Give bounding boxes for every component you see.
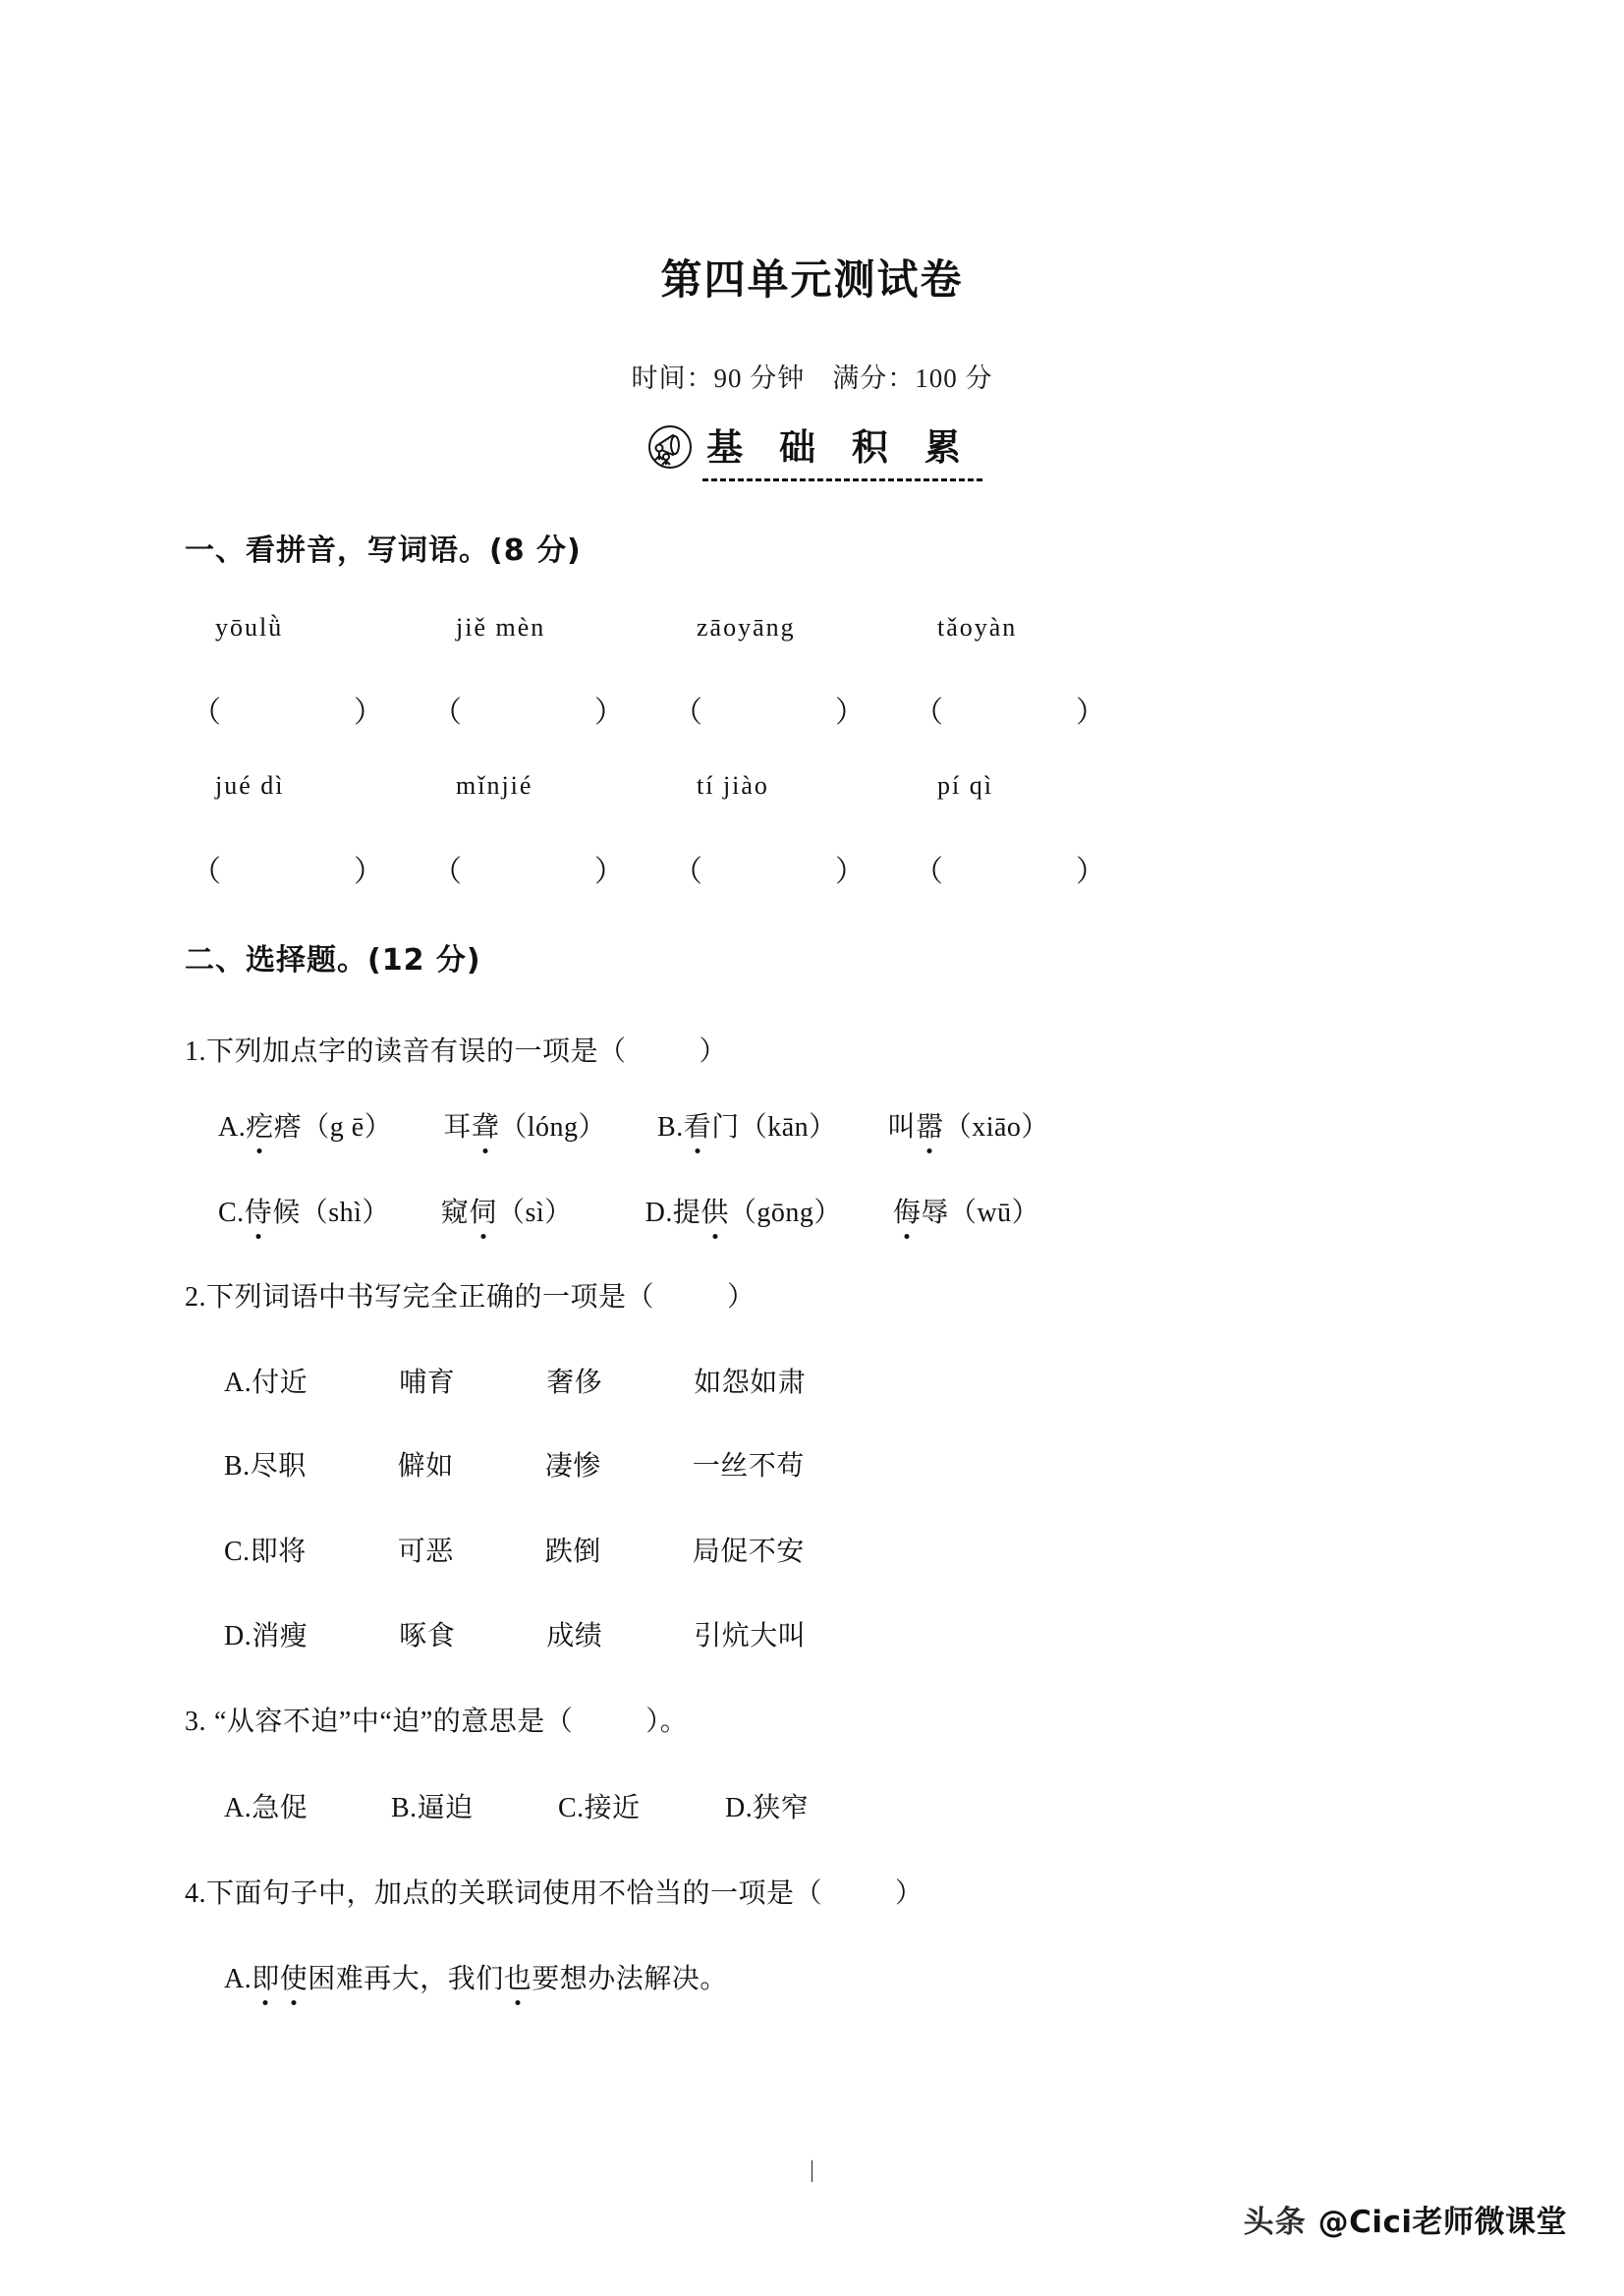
answer-blank[interactable] xyxy=(673,847,914,890)
exercise-two-heading: 二、选择题。(12 分) xyxy=(185,943,481,978)
banner-underline xyxy=(702,478,982,481)
question-3-stem xyxy=(185,1700,688,1739)
option-label: A. xyxy=(224,1368,252,1398)
bracket-close: ） xyxy=(1076,856,1105,888)
option-b[interactable]: B.逼迫 xyxy=(391,1793,474,1823)
question-4-option-a[interactable] xyxy=(224,1957,728,1996)
emphasis-char: 使 xyxy=(280,1957,308,1996)
question-1-option-line-cd[interactable] xyxy=(218,1191,1039,1230)
option-label: C. xyxy=(224,1537,251,1567)
bracket-open: （ xyxy=(432,856,462,888)
pinyin: （sì） xyxy=(496,1198,573,1228)
pinyin-cell: jiě mèn xyxy=(456,613,546,642)
question-number: 4. xyxy=(185,1878,206,1909)
answer-blank[interactable] xyxy=(914,688,1154,731)
pinyin: （shì） xyxy=(300,1198,390,1228)
pinyin: （gōng） xyxy=(728,1198,842,1228)
word-char: 门 xyxy=(711,1112,740,1143)
bracket-close: ） xyxy=(354,856,383,888)
sentence-part: 困难再大，我们 xyxy=(308,1964,504,1994)
answer-blank[interactable] xyxy=(432,847,673,890)
option-word: 即将 xyxy=(250,1537,307,1567)
question-2-stem xyxy=(185,1275,756,1315)
option-word: 啄食 xyxy=(399,1621,456,1652)
pinyin: （xiāo） xyxy=(943,1112,1049,1143)
option-label-b: B. xyxy=(657,1112,684,1143)
exercise-one-heading: 一、看拼音，写词语。(8 分) xyxy=(185,533,582,568)
pinyin-cell: mǐnjié xyxy=(456,771,533,800)
answer-paren-close: ）。 xyxy=(645,1707,689,1737)
platform-name: 头条 xyxy=(1243,2205,1307,2240)
sentence-part: 要想办法解决。 xyxy=(532,1964,728,1994)
question-3-options[interactable] xyxy=(224,1786,809,1825)
option-word: 局促不安 xyxy=(692,1537,805,1567)
pinyin-cell: yōulǜ xyxy=(215,613,284,642)
question-number: 1. xyxy=(185,1036,206,1067)
bracket-open: （ xyxy=(914,856,943,888)
pinyin-cell: pí qì xyxy=(937,771,993,800)
option-word: 凄惨 xyxy=(544,1451,601,1482)
answer-blank[interactable] xyxy=(192,688,432,731)
question-2-option-b[interactable] xyxy=(224,1444,805,1484)
question-2-option-a[interactable] xyxy=(224,1361,806,1400)
bracket-open: （ xyxy=(673,856,702,888)
pinyin: （g ē） xyxy=(302,1112,393,1143)
option-label: B. xyxy=(224,1451,251,1482)
emphasis-char: 也 xyxy=(504,1957,532,1996)
answer-blank[interactable] xyxy=(192,847,432,890)
section-banner xyxy=(0,424,1624,481)
page-number-mark: | xyxy=(810,2157,814,2183)
emphasis-char: 聋 xyxy=(472,1105,500,1145)
option-label-a: A. xyxy=(218,1112,247,1143)
option-label-c: C. xyxy=(218,1198,245,1228)
bracket-close: ） xyxy=(594,856,624,888)
answer-paren-close: ） xyxy=(895,1878,924,1909)
question-1-stem xyxy=(185,1030,727,1069)
account-handle: @Cici老师微课堂 xyxy=(1317,2205,1567,2240)
emphasis-char: 伺 xyxy=(469,1191,497,1230)
pinyin-cell: tǎoyàn xyxy=(937,613,1018,642)
bracket-open: （ xyxy=(673,697,702,729)
option-word: 跌倒 xyxy=(544,1537,601,1567)
option-label-d: D. xyxy=(644,1198,673,1228)
page-title: 第四单元测试卷 xyxy=(660,255,964,304)
emphasis-char: 供 xyxy=(700,1191,729,1230)
option-word: 僻如 xyxy=(397,1451,454,1482)
option-word: 付近 xyxy=(252,1368,308,1398)
option-word: 尽职 xyxy=(250,1451,307,1482)
pinyin: （wū） xyxy=(948,1198,1040,1228)
question-4-stem xyxy=(185,1872,924,1911)
answer-blank[interactable] xyxy=(914,847,1154,890)
emphasis-char: 看 xyxy=(684,1105,712,1145)
word-char: 提 xyxy=(672,1198,701,1228)
option-word: 成绩 xyxy=(546,1621,603,1652)
question-text: 下列词语中书写完全正确的一项是（ xyxy=(206,1282,655,1313)
bracket-open: （ xyxy=(432,697,462,729)
option-word: 一丝不苟 xyxy=(692,1451,805,1482)
pinyin-row-2 xyxy=(192,771,1272,801)
option-word: 消瘦 xyxy=(252,1621,308,1652)
option-word: 引炕大叫 xyxy=(694,1621,807,1652)
emphasis-char: 侮 xyxy=(893,1191,922,1230)
question-number: 3. xyxy=(185,1707,206,1737)
word-char: 候 xyxy=(272,1198,301,1228)
bracket-close: ） xyxy=(1076,697,1105,729)
bracket-close: ） xyxy=(354,697,383,729)
emphasis-char: 即 xyxy=(252,1957,280,1996)
pinyin-cell: zāoyāng xyxy=(697,613,796,642)
emphasis-char: 侍 xyxy=(245,1191,273,1230)
megaphone-circle-icon xyxy=(647,424,693,470)
pinyin-cell: jué dì xyxy=(215,771,285,800)
option-label: A. xyxy=(224,1964,252,1994)
pinyin-row-1 xyxy=(192,613,1272,643)
option-word: 如怨如肃 xyxy=(694,1368,807,1398)
question-text: 下列加点字的读音有误的一项是（ xyxy=(206,1036,627,1067)
pinyin: （kān） xyxy=(739,1112,837,1143)
pinyin-cell: tí jiào xyxy=(697,771,769,800)
bracket-close: ） xyxy=(835,697,865,729)
section-title: 基 础 积 累 xyxy=(706,425,973,469)
word-char: 耳 xyxy=(443,1112,472,1143)
word-char: 辱 xyxy=(921,1198,949,1228)
exam-info-line: 时间：90 分钟 满分：100 分 xyxy=(631,364,993,393)
question-text: “从容不迫”中“迫”的意思是（ xyxy=(214,1707,574,1737)
word-char: 瘩 xyxy=(273,1112,303,1143)
option-word: 奢侈 xyxy=(546,1368,603,1398)
answer-paren-close: ） xyxy=(699,1036,728,1067)
emphasis-char: 嚣 xyxy=(916,1105,944,1145)
emphasis-char: 疙 xyxy=(246,1105,274,1145)
word-char: 叫 xyxy=(887,1112,917,1143)
answer-blank[interactable] xyxy=(432,688,673,731)
option-label: D. xyxy=(224,1621,252,1652)
bracket-open: （ xyxy=(192,856,221,888)
word-char: 窥 xyxy=(440,1198,470,1228)
bracket-open: （ xyxy=(192,697,221,729)
option-word: 哺育 xyxy=(399,1368,456,1398)
answer-bracket-row-1 xyxy=(192,688,1272,731)
bracket-close: ） xyxy=(835,856,865,888)
answer-bracket-row-2 xyxy=(192,847,1272,890)
option-c[interactable]: C.接近 xyxy=(558,1793,641,1823)
option-d[interactable]: D.狭窄 xyxy=(725,1793,810,1823)
answer-paren-close: ） xyxy=(727,1282,756,1313)
option-word: 可恶 xyxy=(397,1537,454,1567)
question-2-option-d[interactable] xyxy=(224,1614,806,1653)
question-2-option-c[interactable] xyxy=(224,1530,805,1569)
bracket-open: （ xyxy=(914,697,943,729)
pinyin: （lóng） xyxy=(499,1112,607,1143)
watermark xyxy=(1244,2197,1567,2241)
question-1-option-line-ab[interactable] xyxy=(218,1105,1049,1145)
option-a[interactable]: A.急促 xyxy=(224,1793,308,1823)
question-number: 2. xyxy=(185,1282,206,1313)
bracket-close: ） xyxy=(594,697,624,729)
question-text: 下面句子中，加点的关联词使用不恰当的一项是（ xyxy=(206,1878,823,1909)
answer-blank[interactable] xyxy=(673,688,914,731)
